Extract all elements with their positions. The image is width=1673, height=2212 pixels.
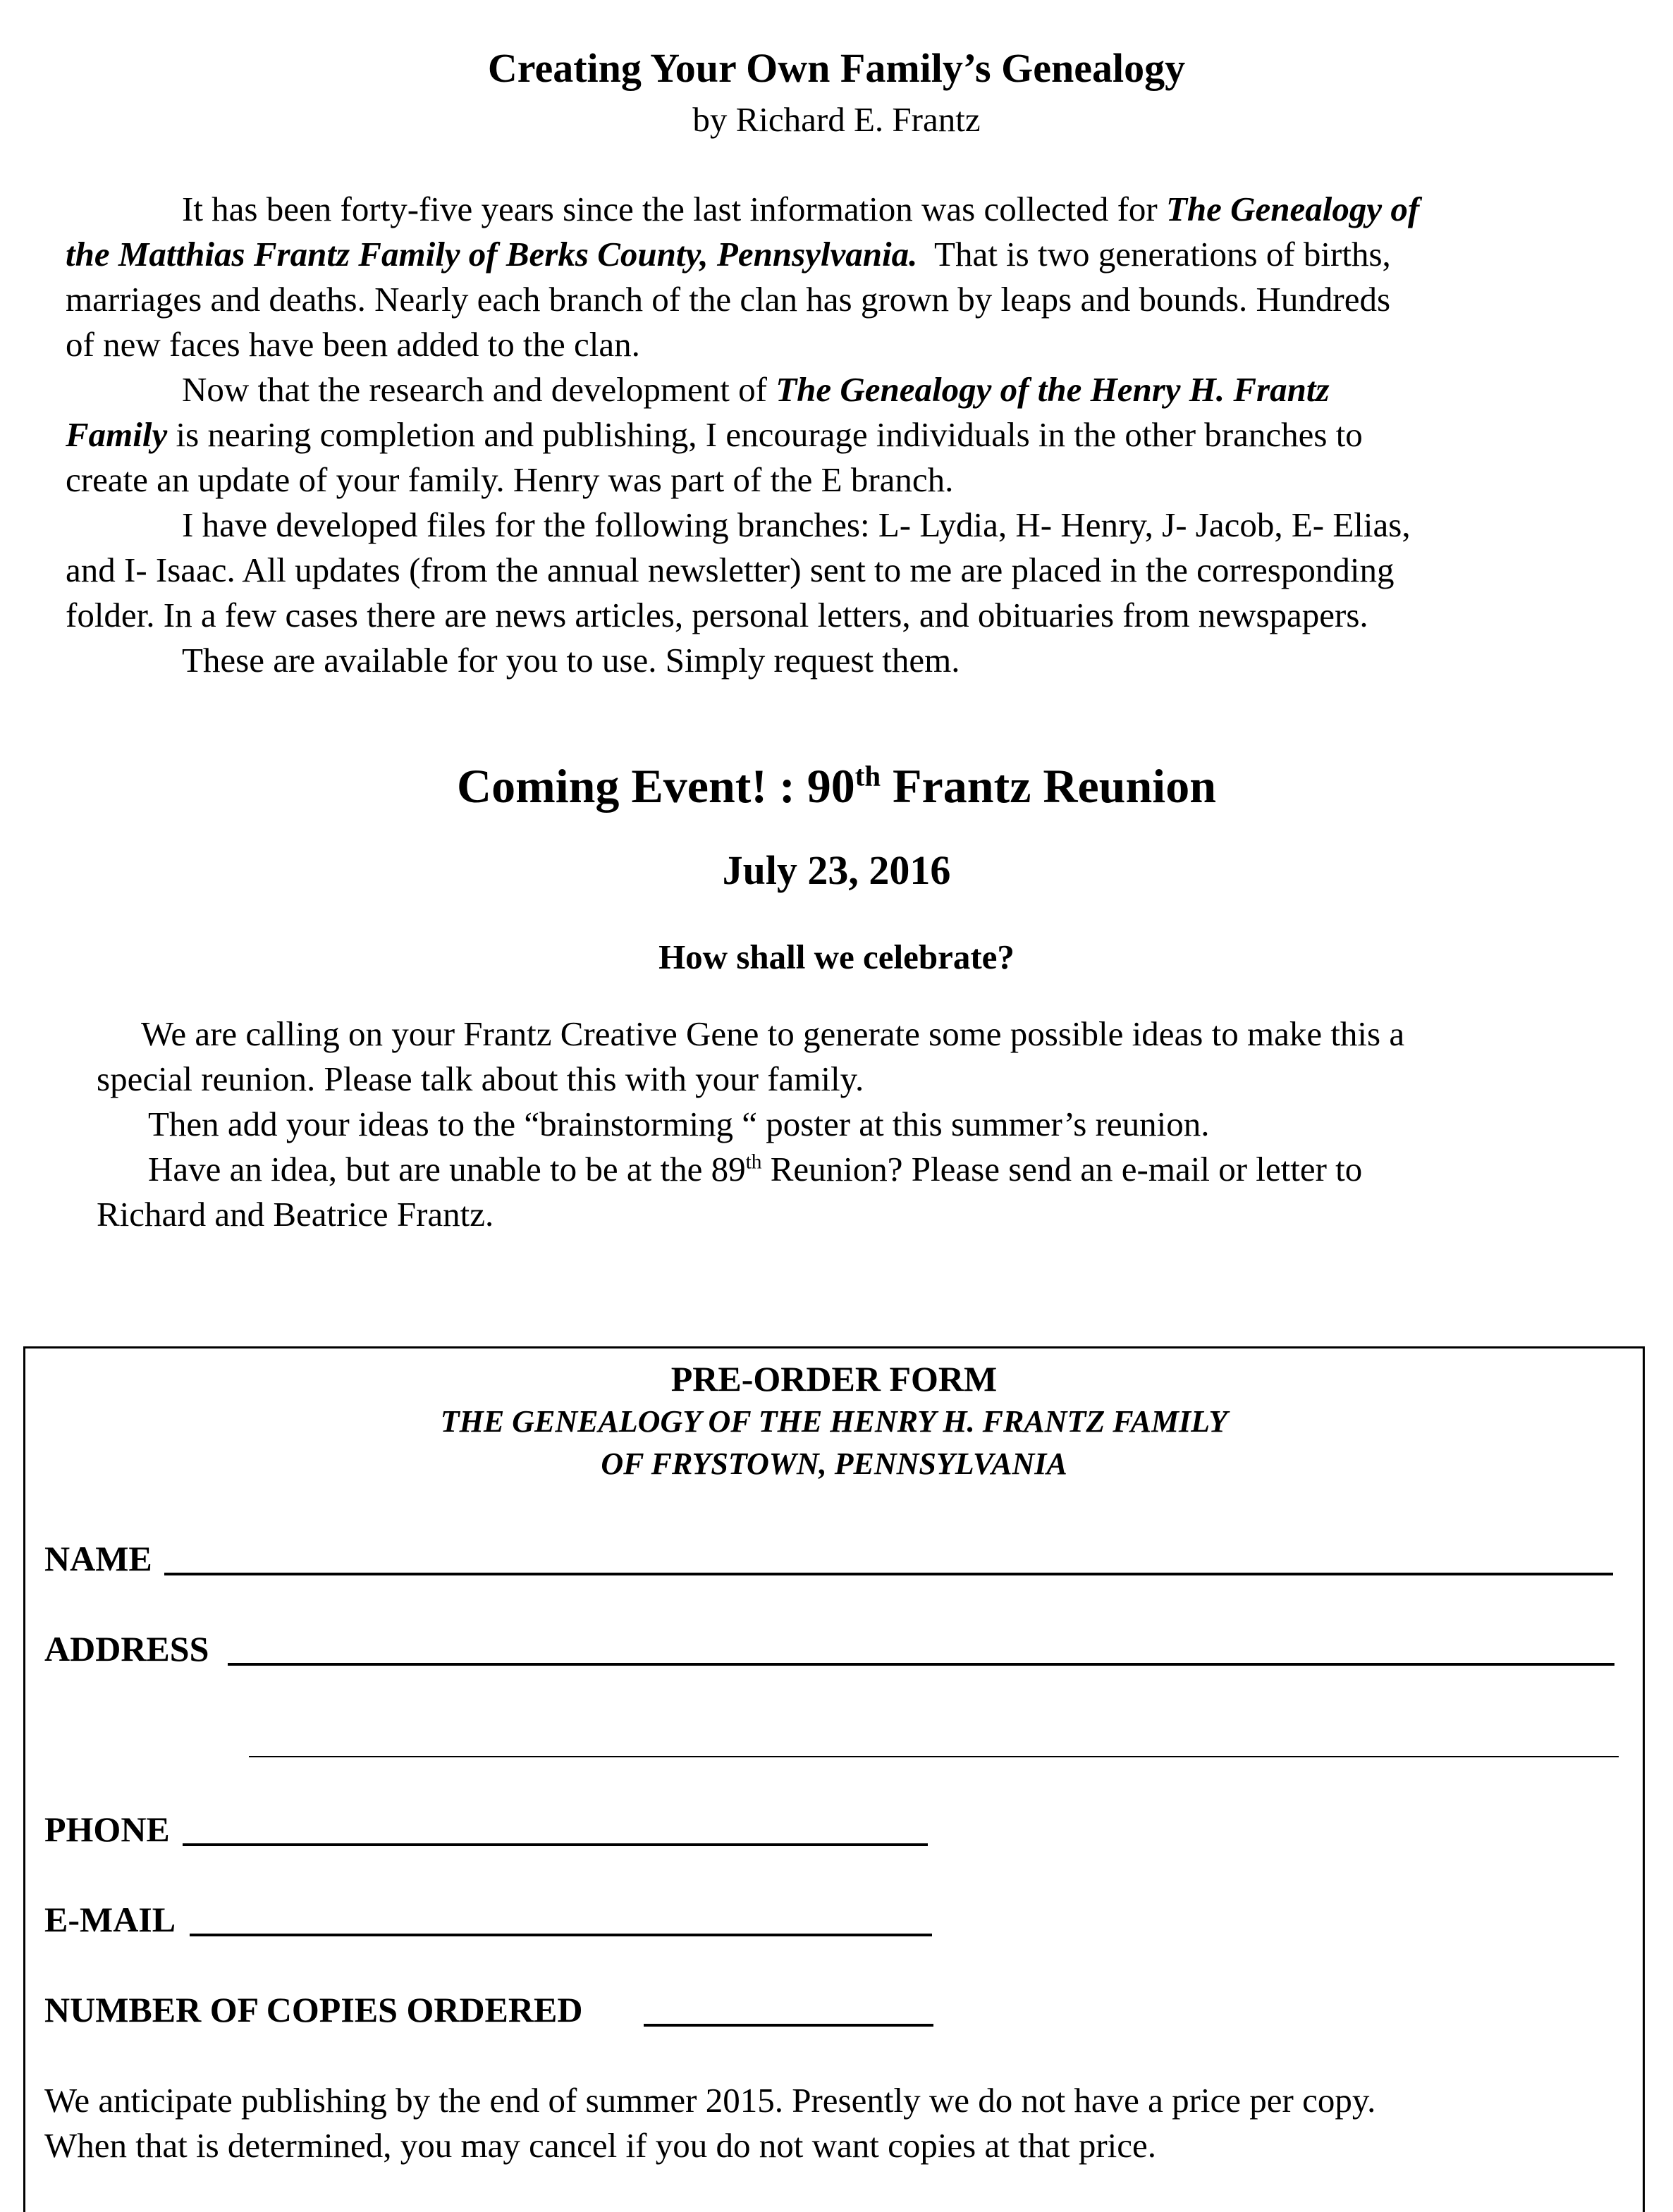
event-heading: Coming Event! : 90th Frantz Reunion [456, 759, 1217, 813]
email-label: E-MAIL [44, 1900, 176, 1939]
article-p2-line2: Family is nearing completion and publishing, I encourage individuals in the other branches to [66, 415, 1363, 454]
article-p3-line1: I have developed files for the following branches: L- Lydia, H- Henry, J- Jacob, E- Elias, [182, 505, 1411, 544]
event-p2: Then add your ideas to the “brainstorming “ poster at this summer’s reunion. [148, 1105, 1210, 1143]
event-p3-line1: Have an idea, but are unable to be at the 89th Reunion? Please send an e-mail or letter to [148, 1150, 1363, 1188]
address-label: ADDRESS [44, 1629, 209, 1669]
email-field[interactable] [190, 1934, 932, 1936]
article-p1-line3: marriages and deaths. Nearly each branch of the clan has grown by leaps and bounds. Hundreds [66, 280, 1391, 319]
preorder-form [23, 1346, 1645, 2212]
article-p2-line3: create an update of your family. Henry was part of the E branch. [66, 460, 954, 499]
article-p3-line2: and I- Isaac. All updates (from the annual newsletter) sent to me are placed in the corresponding [66, 551, 1395, 589]
address-field[interactable] [228, 1663, 1614, 1666]
event-p1-line2: special reunion. Please talk about this with your family. [97, 1059, 864, 1098]
article-title: Creating Your Own Family’s Genealogy [487, 45, 1186, 91]
article-byline: by Richard E. Frantz [692, 100, 981, 139]
copies-field[interactable] [644, 2024, 933, 2027]
article-p1-line4: of new faces have been added to the clan. [66, 325, 640, 364]
phone-label: PHONE [44, 1809, 170, 1849]
form-note-line2: When that is determined, you may cancel if you do not want copies at that price. [44, 2126, 1157, 2165]
event-p1-line1: We are calling on your Frantz Creative Gene to generate some possible ideas to make this a [141, 1014, 1405, 1053]
article-p2-line1: Now that the research and development of The Genealogy of the Henry H. Frantz [182, 370, 1330, 409]
form-subtitle-2: OF FRYSTOWN, PENNSYLVANIA [601, 1446, 1067, 1481]
address-field-line2[interactable] [249, 1756, 1619, 1757]
form-subtitle-1: THE GENEALOGY OF THE HENRY H. FRANTZ FAMILY [440, 1404, 1228, 1439]
form-note-line1: We anticipate publishing by the end of summer 2015. Presently we do not have a price per copy. [44, 2081, 1376, 2120]
name-label: NAME [44, 1539, 152, 1578]
phone-field[interactable] [183, 1843, 928, 1846]
name-field[interactable] [164, 1573, 1613, 1575]
article-p1-line1: It has been forty-five years since the last information was collected for The Genealogy of [182, 190, 1420, 228]
event-date: July 23, 2016 [722, 847, 951, 893]
copies-label: NUMBER OF COPIES ORDERED [44, 1990, 583, 2029]
event-p3-line2: Richard and Beatrice Frantz. [97, 1195, 494, 1234]
event-question: How shall we celebrate? [658, 938, 1015, 976]
form-title: PRE-ORDER FORM [670, 1359, 998, 1399]
article-p3-line3: folder. In a few cases there are news articles, personal letters, and obituaries from newspapers. [66, 596, 1368, 634]
article-p1-line2: the Matthias Frantz Family of Berks County, Pennsylvania. That is two generations of births, [66, 235, 1391, 274]
article-p4: These are available for you to use. Simply request them. [182, 641, 960, 680]
